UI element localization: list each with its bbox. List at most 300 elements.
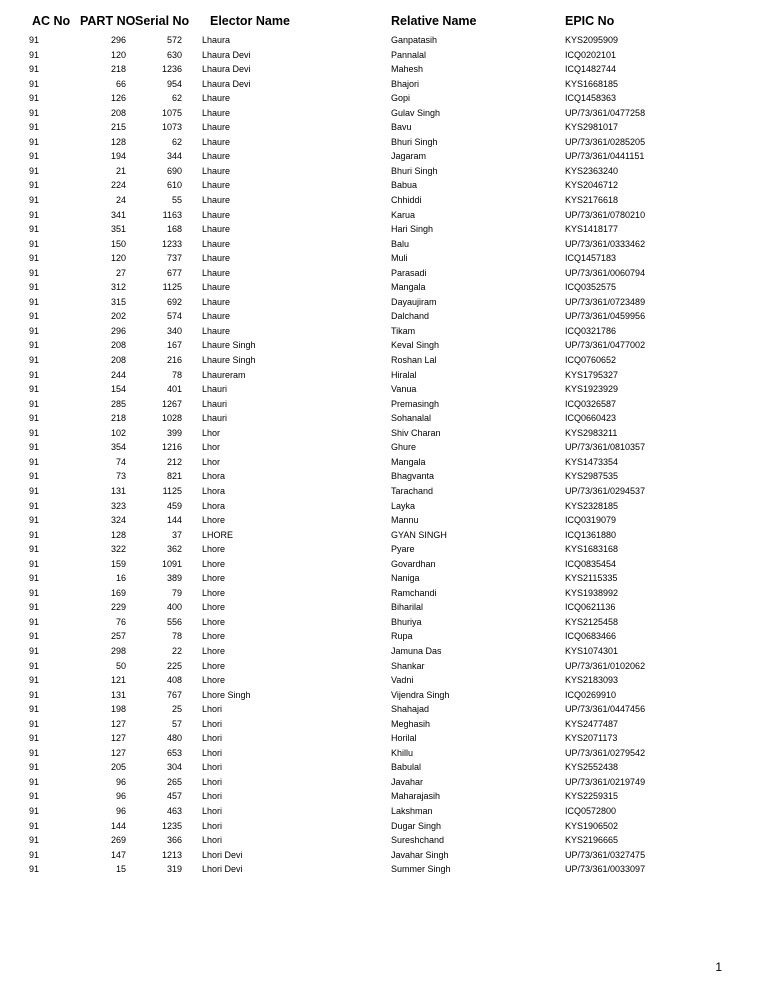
relative-name-cell: Bhuri Singh	[391, 136, 438, 147]
epic-no-cell: ICQ0319079	[565, 515, 617, 526]
elector-name-cell: Lhore	[202, 515, 226, 526]
part-no-cell: 224	[110, 180, 126, 191]
epic-no-cell: ICQ0621136	[565, 602, 616, 613]
part-no-cell: 229	[110, 602, 126, 613]
ac-no-cell: 91	[28, 718, 39, 729]
ac-no-cell: 91	[28, 776, 39, 787]
serial-no-cell: 1267	[161, 398, 182, 409]
part-no-cell: 323	[110, 500, 126, 511]
table-row	[0, 324, 768, 339]
elector-name-cell: Lhauri	[202, 384, 228, 395]
part-no-cell: 202	[110, 311, 126, 322]
ac-no-cell: 91	[28, 645, 39, 656]
table-row	[0, 600, 768, 615]
relative-name-cell: Ganpatasih	[391, 35, 438, 45]
relative-name-cell: Premasingh	[391, 398, 440, 409]
serial-no-cell: 78	[171, 631, 182, 642]
epic-no-cell: UP/73/361/0327475	[565, 849, 646, 860]
table-row	[0, 193, 768, 208]
part-no-cell: 351	[110, 224, 126, 235]
ac-no-cell: 91	[28, 762, 39, 773]
elector-name-cell: Lhori Devi	[202, 849, 243, 860]
epic-no-cell: KYS2095909	[565, 35, 619, 45]
ac-no-cell: 91	[28, 369, 39, 380]
elector-name-cell: Lhori Devi	[202, 864, 243, 875]
relative-name-cell: Maharajasih	[391, 791, 441, 802]
part-no-cell: 315	[110, 296, 126, 307]
serial-no-cell: 408	[166, 675, 182, 686]
ac-no-cell: 91	[28, 602, 39, 613]
elector-name-cell: Lhaura Devi	[202, 78, 251, 89]
header-elector-name: Elector Name	[210, 14, 290, 28]
table-row	[0, 120, 768, 135]
relative-name-cell: Karua	[391, 209, 416, 220]
serial-no-cell: 572	[166, 35, 182, 45]
part-no-cell: 324	[110, 515, 126, 526]
table-row	[0, 819, 768, 834]
epic-no-cell: ICQ0760652	[565, 355, 617, 366]
relative-name-cell: Bhajori	[391, 78, 420, 89]
epic-no-cell: KYS2477487	[565, 718, 619, 729]
part-no-cell: 127	[110, 733, 126, 744]
part-no-cell: 194	[110, 151, 126, 162]
epic-no-cell: KYS1473354	[565, 456, 619, 467]
epic-no-cell: KYS2363240	[565, 165, 619, 176]
serial-no-cell: 212	[166, 456, 182, 467]
serial-no-cell: 690	[166, 165, 182, 176]
part-no-cell: 244	[110, 369, 126, 380]
ac-no-cell: 91	[28, 267, 39, 278]
ac-no-cell: 91	[28, 282, 39, 293]
elector-name-cell: Lhaure	[202, 209, 231, 220]
serial-no-cell: 1075	[161, 107, 182, 118]
epic-no-cell: UP/73/361/0285205	[565, 136, 646, 147]
part-no-cell: 208	[110, 107, 126, 118]
serial-no-cell: 556	[166, 616, 182, 627]
ac-no-cell: 91	[28, 122, 39, 133]
relative-name-cell: Bhagvanta	[391, 471, 435, 482]
part-no-cell: 15	[115, 864, 126, 875]
table-row	[0, 62, 768, 77]
table-row	[0, 862, 768, 877]
elector-name-cell: Lhaure	[202, 165, 231, 176]
ac-no-cell: 91	[28, 805, 39, 816]
header-part-no: PART NO	[80, 14, 136, 28]
table-row	[0, 266, 768, 281]
ac-no-cell: 91	[28, 355, 39, 366]
relative-name-cell: Babua	[391, 180, 418, 191]
relative-name-cell: Lakshman	[391, 805, 433, 816]
serial-no-cell: 216	[166, 355, 182, 366]
relative-name-cell: Shahajad	[391, 704, 430, 715]
epic-no-cell: KYS1074301	[565, 645, 619, 656]
serial-no-cell: 340	[166, 325, 182, 336]
epic-no-cell: KYS2987535	[565, 471, 619, 482]
serial-no-cell: 62	[171, 93, 182, 104]
part-no-cell: 218	[110, 64, 126, 75]
part-no-cell: 102	[110, 427, 126, 438]
relative-name-cell: Mangala	[391, 456, 426, 467]
elector-name-cell: Lhaure	[202, 151, 231, 162]
relative-name-cell: Mannu	[391, 515, 419, 526]
table-row	[0, 688, 768, 703]
ac-no-cell: 91	[28, 49, 39, 60]
table-row	[0, 222, 768, 237]
relative-name-cell: Chhiddi	[391, 195, 422, 206]
serial-no-cell: 1213	[161, 849, 182, 860]
elector-name-cell: Lhore	[202, 573, 226, 584]
table-row	[0, 440, 768, 455]
serial-no-cell: 480	[166, 733, 182, 744]
serial-no-cell: 399	[166, 427, 182, 438]
table-row	[0, 280, 768, 295]
epic-no-cell: UP/73/361/0459956	[565, 311, 646, 322]
relative-name-cell: Sohanalal	[391, 413, 432, 424]
relative-name-cell: Layka	[391, 500, 416, 511]
epic-no-cell: KYS2183093	[565, 675, 619, 686]
relative-name-cell: Tarachand	[391, 485, 434, 496]
relative-name-cell: GYAN SINGH	[391, 529, 447, 540]
epic-no-cell: UP/73/361/0477258	[565, 107, 646, 118]
serial-no-cell: 304	[166, 762, 182, 773]
epic-no-cell: KYS1938992	[565, 587, 619, 598]
ac-no-cell: 91	[28, 704, 39, 715]
serial-no-cell: 22	[171, 645, 182, 656]
relative-name-cell: Javahar	[391, 776, 424, 787]
ac-no-cell: 91	[28, 631, 39, 642]
relative-name-cell: Muli	[391, 253, 408, 264]
elector-name-cell: Lhaure	[202, 296, 231, 307]
table-row	[0, 629, 768, 644]
table-row	[0, 368, 768, 383]
part-no-cell: 128	[110, 529, 126, 540]
ac-no-cell: 91	[28, 733, 39, 744]
relative-name-cell: Biharilal	[391, 602, 424, 613]
ac-no-cell: 91	[28, 849, 39, 860]
table-row	[0, 77, 768, 92]
part-no-cell: 76	[115, 616, 126, 627]
ac-no-cell: 91	[28, 456, 39, 467]
table-row	[0, 33, 768, 48]
elector-name-cell: Lhora	[202, 500, 226, 511]
ac-no-cell: 91	[28, 64, 39, 75]
part-no-cell: 269	[110, 835, 126, 846]
elector-name-cell: Lhore	[202, 544, 226, 555]
relative-name-cell: Dayaujiram	[391, 296, 437, 307]
elector-name-cell: Lhori	[202, 776, 223, 787]
serial-no-cell: 457	[166, 791, 182, 802]
table-row	[0, 237, 768, 252]
elector-name-cell: Lhaure	[202, 325, 231, 336]
part-no-cell: 128	[110, 136, 126, 147]
part-no-cell: 198	[110, 704, 126, 715]
serial-no-cell: 677	[166, 267, 182, 278]
table-row	[0, 484, 768, 499]
epic-no-cell: KYS2552438	[565, 762, 619, 773]
epic-no-cell: ICQ1361880	[565, 529, 617, 540]
relative-name-cell: Ramchandi	[391, 587, 437, 598]
table-row	[0, 178, 768, 193]
epic-no-cell: ICQ0835454	[565, 558, 617, 569]
part-no-cell: 66	[115, 78, 126, 89]
serial-no-cell: 167	[166, 340, 182, 351]
table-row	[0, 571, 768, 586]
ac-no-cell: 91	[28, 500, 39, 511]
serial-no-cell: 265	[166, 776, 182, 787]
relative-name-cell: Horilal	[391, 733, 417, 744]
serial-no-cell: 79	[171, 587, 182, 598]
part-no-cell: 74	[115, 456, 126, 467]
relative-name-cell: Balu	[391, 238, 410, 249]
serial-no-cell: 225	[166, 660, 182, 671]
page-number: 1	[715, 960, 722, 974]
part-no-cell: 126	[110, 93, 126, 104]
ac-no-cell: 91	[28, 340, 39, 351]
ac-no-cell: 91	[28, 209, 39, 220]
serial-no-cell: 62	[171, 136, 182, 147]
relative-name-cell: Roshan Lal	[391, 355, 437, 366]
elector-name-cell: Lhaure	[202, 253, 231, 264]
elector-name-cell: Lhori	[202, 762, 223, 773]
table-row	[0, 164, 768, 179]
part-no-cell: 50	[115, 660, 126, 671]
ac-no-cell: 91	[28, 136, 39, 147]
elector-name-cell: Lhaure Singh	[202, 355, 256, 366]
part-no-cell: 296	[110, 35, 126, 45]
relative-name-cell: Pannalal	[391, 49, 427, 60]
part-no-cell: 73	[115, 471, 126, 482]
epic-no-cell: KYS2981017	[565, 122, 619, 133]
elector-name-cell: Lhore Singh	[202, 689, 251, 700]
header-serial-no: Serial No	[135, 14, 190, 28]
elector-name-cell: Lhor	[202, 427, 221, 438]
table-row	[0, 702, 768, 717]
ac-no-cell: 91	[28, 587, 39, 598]
serial-no-cell: 1235	[161, 820, 182, 831]
table-row	[0, 353, 768, 368]
serial-no-cell: 737	[166, 253, 182, 264]
relative-name-cell: Rupa	[391, 631, 413, 642]
serial-no-cell: 821	[166, 471, 182, 482]
table-row	[0, 499, 768, 514]
serial-no-cell: 25	[171, 704, 182, 715]
epic-no-cell: KYS2115335	[565, 573, 618, 584]
elector-name-cell: Lhaure	[202, 195, 231, 206]
epic-no-cell: ICQ0326587	[565, 398, 617, 409]
table-row	[0, 746, 768, 761]
elector-name-cell: Lhaureram	[202, 369, 246, 380]
elector-name-cell: Lhaure	[202, 224, 231, 235]
relative-name-cell: Jagaram	[391, 151, 427, 162]
serial-no-cell: 389	[166, 573, 182, 584]
epic-no-cell: KYS1683168	[565, 544, 619, 555]
part-no-cell: 16	[115, 573, 126, 584]
part-no-cell: 341	[110, 209, 126, 220]
ac-no-cell: 91	[28, 573, 39, 584]
relative-name-cell: Tikam	[391, 325, 416, 336]
epic-no-cell: ICQ0660423	[565, 413, 617, 424]
ac-no-cell: 91	[28, 195, 39, 206]
table-row	[0, 528, 768, 543]
ac-no-cell: 91	[28, 93, 39, 104]
elector-name-cell: Lhore	[202, 558, 226, 569]
ac-no-cell: 91	[28, 442, 39, 453]
elector-name-cell: Lhore	[202, 631, 226, 642]
serial-no-cell: 1091	[161, 558, 182, 569]
ac-no-cell: 91	[28, 180, 39, 191]
epic-no-cell: UP/73/361/0441151	[565, 151, 645, 162]
part-no-cell: 131	[110, 485, 126, 496]
elector-name-cell: Lhauri	[202, 398, 228, 409]
epic-no-cell: KYS2328185	[565, 500, 619, 511]
epic-no-cell: UP/73/361/0294537	[565, 485, 646, 496]
table-row	[0, 775, 768, 790]
table-row	[0, 426, 768, 441]
epic-no-cell: UP/73/361/0102062	[565, 660, 646, 671]
serial-no-cell: 78	[171, 369, 182, 380]
ac-no-cell: 91	[28, 325, 39, 336]
elector-name-cell: Lhaure	[202, 122, 231, 133]
part-no-cell: 298	[110, 645, 126, 656]
elector-name-cell: Lhaura	[202, 35, 231, 45]
epic-no-cell: ICQ1482744	[565, 64, 617, 75]
table-row	[0, 542, 768, 557]
relative-name-cell: Vadni	[391, 675, 414, 686]
ac-no-cell: 91	[28, 107, 39, 118]
epic-no-cell: UP/73/361/0477002	[565, 340, 646, 351]
table-row	[0, 309, 768, 324]
table-row	[0, 295, 768, 310]
elector-name-cell: LHORE	[202, 529, 234, 540]
ac-no-cell: 91	[28, 835, 39, 846]
table-row	[0, 848, 768, 863]
table-row	[0, 513, 768, 528]
table-row	[0, 673, 768, 688]
elector-name-cell: Lhore	[202, 660, 226, 671]
table-row	[0, 557, 768, 572]
serial-no-cell: 37	[171, 529, 182, 540]
serial-no-cell: 954	[166, 78, 182, 89]
elector-name-cell: Lhaura Devi	[202, 49, 251, 60]
table-row	[0, 644, 768, 659]
ac-no-cell: 91	[28, 864, 39, 875]
elector-name-cell: Lhori	[202, 805, 223, 816]
serial-no-cell: 1073	[161, 122, 182, 133]
part-no-cell: 208	[110, 340, 126, 351]
table-row	[0, 338, 768, 353]
serial-no-cell: 1163	[162, 209, 182, 220]
relative-name-cell: Jamuna Das	[391, 645, 442, 656]
part-no-cell: 159	[110, 558, 126, 569]
ac-no-cell: 91	[28, 398, 39, 409]
part-no-cell: 322	[110, 544, 126, 555]
elector-name-cell: Lhaure Singh	[202, 340, 256, 351]
elector-name-cell: Lhori	[202, 835, 223, 846]
part-no-cell: 208	[110, 355, 126, 366]
table-row	[0, 455, 768, 470]
relative-name-cell: Gulav Singh	[391, 107, 441, 118]
relative-name-cell: Shankar	[391, 660, 425, 671]
part-no-cell: 27	[115, 267, 126, 278]
table-row	[0, 717, 768, 732]
epic-no-cell: UP/73/361/0219749	[565, 776, 646, 787]
serial-no-cell: 459	[166, 500, 182, 511]
ac-no-cell: 91	[28, 485, 39, 496]
table-row	[0, 91, 768, 106]
table-row	[0, 106, 768, 121]
table-row	[0, 135, 768, 150]
relative-name-cell: Parasadi	[391, 267, 427, 278]
elector-name-cell: Lhaure	[202, 136, 231, 147]
relative-name-cell: Bhuriya	[391, 616, 422, 627]
epic-no-cell: ICQ0202101	[565, 49, 617, 60]
part-no-cell: 215	[110, 122, 126, 133]
epic-no-cell: ICQ0352575	[565, 282, 617, 293]
relative-name-cell: Keval Singh	[391, 340, 440, 351]
relative-name-cell: Summer Singh	[391, 864, 451, 875]
epic-no-cell: UP/73/361/0723489	[565, 296, 646, 307]
relative-name-cell: Javahar Singh	[391, 849, 449, 860]
ac-no-cell: 91	[28, 311, 39, 322]
part-no-cell: 120	[110, 253, 126, 264]
serial-no-cell: 57	[171, 718, 182, 729]
relative-name-cell: Dalchand	[391, 311, 430, 322]
part-no-cell: 285	[110, 398, 126, 409]
serial-no-cell: 692	[166, 296, 182, 307]
elector-name-cell: Lhaure	[202, 93, 231, 104]
ac-no-cell: 91	[28, 689, 39, 700]
relative-name-cell: Gopi	[391, 93, 411, 104]
relative-name-cell: Meghasih	[391, 718, 431, 729]
relative-name-cell: Dugar Singh	[391, 820, 442, 831]
elector-name-cell: Lhaure	[202, 282, 231, 293]
serial-no-cell: 401	[166, 384, 182, 395]
elector-name-cell: Lhori	[202, 820, 223, 831]
part-no-cell: 24	[115, 195, 126, 206]
part-no-cell: 257	[110, 631, 126, 642]
table-row	[0, 789, 768, 804]
table-row	[0, 382, 768, 397]
elector-name-cell: Lhaure	[202, 180, 231, 191]
serial-no-cell: 168	[166, 224, 182, 235]
serial-no-cell: 344	[166, 151, 182, 162]
part-no-cell: 131	[110, 689, 126, 700]
header-relative-name: Relative Name	[391, 14, 477, 28]
epic-no-cell: KYS2176618	[565, 195, 619, 206]
epic-no-cell: UP/73/361/0333462	[565, 238, 646, 249]
elector-name-cell: Lhori	[202, 718, 223, 729]
part-no-cell: 96	[115, 791, 126, 802]
elector-name-cell: Lhore	[202, 602, 226, 613]
epic-no-cell: UP/73/361/0279542	[565, 747, 646, 758]
serial-no-cell: 400	[166, 602, 182, 613]
elector-name-cell: Lhaure	[202, 267, 231, 278]
part-no-cell: 312	[110, 282, 126, 293]
serial-no-cell: 653	[166, 747, 182, 758]
part-no-cell: 121	[110, 675, 126, 686]
epic-no-cell: KYS2046712	[565, 180, 619, 191]
relative-name-cell: Govardhan	[391, 558, 436, 569]
header-epic-no: EPIC No	[565, 14, 615, 28]
part-no-cell: 154	[110, 384, 126, 395]
ac-no-cell: 91	[28, 151, 39, 162]
epic-no-cell: ICQ0269910	[565, 689, 617, 700]
relative-name-cell: Ghure	[391, 442, 417, 453]
serial-no-cell: 55	[171, 195, 182, 206]
relative-name-cell: Mangala	[391, 282, 426, 293]
elector-name-cell: Lhaure	[202, 311, 231, 322]
relative-name-cell: Bhuri Singh	[391, 165, 438, 176]
